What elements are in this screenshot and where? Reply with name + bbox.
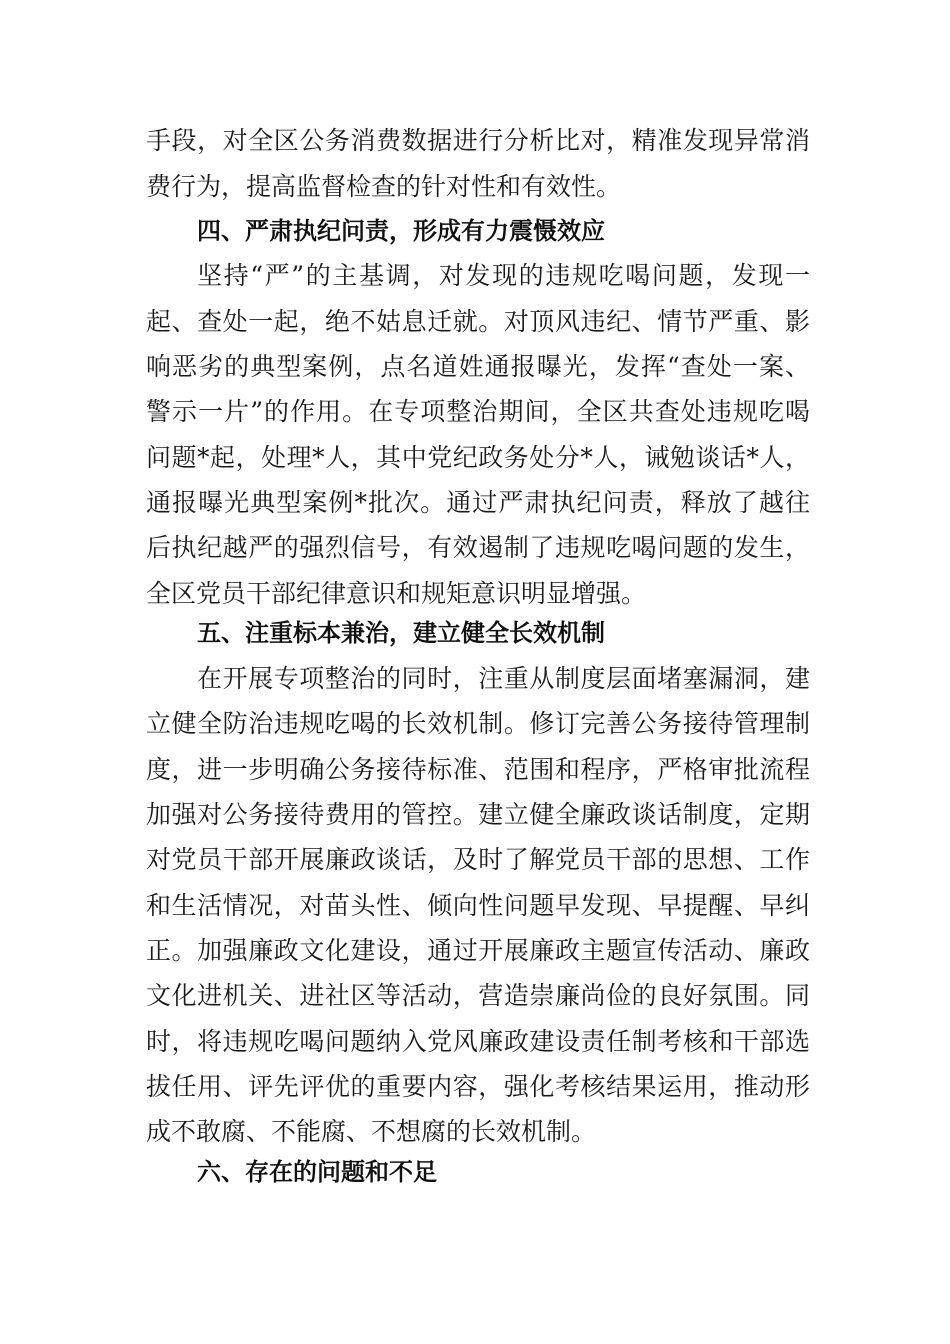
paragraph-line: 后执纪越严的强烈信号，有效遏制了违规吃喝问题的发生， xyxy=(146,533,810,562)
paragraph-line: 度，进一步明确公务接待标准、范围和程序，严格审批流程 xyxy=(146,755,810,784)
paragraph-line: 立健全防治违规吃喝的长效机制。修订完善公务接待管理制 xyxy=(146,709,810,738)
paragraph-line: 时，将违规吃喝问题纳入党风廉政建设责任制考核和干部选 xyxy=(146,1027,810,1056)
paragraph-line: 对党员干部开展廉政谈话，及时了解党员干部的思想、工作 xyxy=(146,845,810,874)
paragraph-line: 文化进机关、进社区等活动，营造崇廉尚俭的良好氛围。同 xyxy=(146,981,810,1010)
paragraph-line: 全区党员干部纪律意识和规矩意识明显增强。 xyxy=(146,579,647,608)
paragraph-line: 警示一片”的作用。在专项整治期间，全区共查处违规吃喝 xyxy=(146,397,810,426)
paragraph-line: 坚持“严”的主基调，对发现的违规吃喝问题，发现一 xyxy=(197,261,810,290)
paragraph-line: 在开展专项整治的同时，注重从制度层面堵塞漏洞，建 xyxy=(197,664,810,693)
paragraph-line: 和生活情况，对苗头性、倾向性问题早发现、早提醒、早纠 xyxy=(146,891,810,920)
paragraph-line: 拔任用、评先评优的重要内容，强化考核结果运用，推动形 xyxy=(146,1072,810,1101)
paragraph-line: 问题*起，处理*人，其中党纪政务处分*人，诫勉谈话*人， xyxy=(146,443,810,472)
paragraph-line: 加强对公务接待费用的管控。建立健全廉政谈话制度，定期 xyxy=(146,800,810,829)
paragraph-line: 通报曝光典型案例*批次。通过严肃执纪问责，释放了越往 xyxy=(146,488,810,517)
section-heading-4: 四、严肃执纪问责，形成有力震慑效应 xyxy=(197,217,605,245)
section-heading-6: 六、存在的问题和不足 xyxy=(197,1158,437,1186)
paragraph-line: 正。加强廉政文化建设，通过开展廉政主题宣传活动、廉政 xyxy=(146,936,810,965)
paragraph-line: 起、查处一起，绝不姑息迁就。对顶风违纪、情节严重、影 xyxy=(146,307,810,336)
paragraph-line: 响恶劣的典型案例，点名道姓通报曝光，发挥“查处一案、 xyxy=(146,352,810,381)
paragraph-line: 成不敢腐、不能腐、不想腐的长效机制。 xyxy=(146,1117,597,1146)
paragraph-line: 费行为，提高监督检查的针对性和有效性。 xyxy=(146,172,622,201)
section-heading-5: 五、注重标本兼治，建立健全长效机制 xyxy=(197,619,605,647)
paragraph-line: 手段，对全区公务消费数据进行分析比对，精准发现异常消 xyxy=(146,126,810,155)
